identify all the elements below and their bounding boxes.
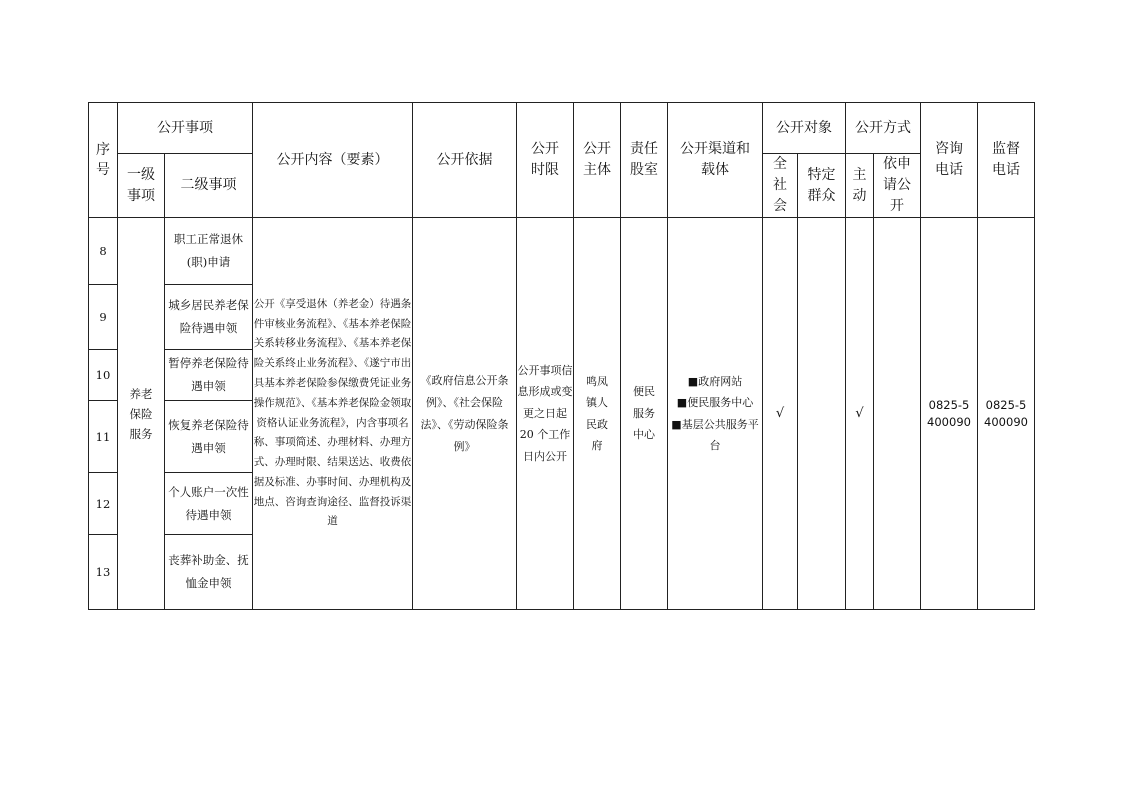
row-seq: 12 (89, 473, 118, 535)
row-seq: 13 (89, 535, 118, 610)
level2-item: 丧葬补助金、抚恤金申领 (165, 535, 253, 610)
header-method-active-label: 主动 (852, 166, 867, 204)
header-time-limit-label: 公开时限 (531, 141, 559, 178)
header-audience-all-label: 全社会 (773, 156, 787, 214)
header-method-active (846, 154, 874, 218)
header-consult-phone (921, 103, 978, 218)
header-dept (621, 103, 668, 218)
header-seq-label: 序号 (96, 142, 110, 178)
header-level2: 二级事项 (165, 154, 253, 218)
level2-item: 恢复养老保险待遇申领 (165, 401, 253, 473)
row-seq: 8 (89, 218, 118, 285)
level2-item: 城乡居民养老保险待遇申领 (165, 285, 253, 350)
audience-specific-mark (798, 218, 846, 610)
header-dept-label: 责任股室 (630, 141, 658, 178)
header-supervise-phone-label: 监督电话 (992, 141, 1020, 178)
header-method-request (874, 154, 921, 218)
header-basis: 公开依据 (413, 103, 517, 218)
header-time-limit (517, 103, 574, 218)
consult-phone-cell (921, 218, 978, 610)
consult-phone-value: 0825-5400090 (927, 397, 971, 429)
channel-item: ■政府网站 (687, 374, 743, 388)
header-method-request-label: 依申请公开 (883, 156, 911, 214)
supervise-phone-value: 0825-5400090 (984, 397, 1028, 429)
header-audience: 公开对象 (763, 103, 846, 154)
channel-item: ■便民服务中心 (676, 396, 754, 409)
header-audience-specific-label: 特定群众 (807, 166, 836, 204)
audience-all-mark: √ (763, 218, 798, 610)
disclosure-table (88, 102, 1035, 610)
channel-cell (668, 218, 763, 610)
header-audience-all (763, 154, 798, 218)
header-method: 公开方式 (846, 103, 921, 154)
subject-cell (574, 218, 621, 610)
header-audience-specific (798, 154, 846, 218)
header-level1-label: 一级事项 (127, 166, 155, 204)
method-active-mark: √ (846, 218, 874, 610)
content-cell: 公开《享受退休（养老金）待遇条件审核业务流程》、《基本养老保险关系转移业务流程》、《基本养老保险关系终止业务流程》、《遂宁市出具基本养老保险参保缴费凭证业务 操作规范》、《基本养老保险金领取资格认证业务流程》，内含事项名称、事项简述、办理材料、办理方式、办理时限、结果送达、收费依据及标准、办事时间、办理机构及地点、咨询查询途径、监督投诉渠道 (253, 218, 413, 610)
dept-label: 便民服务中心 (633, 385, 655, 442)
header-level1 (118, 154, 165, 218)
header-subject (574, 103, 621, 218)
header-seq (89, 103, 118, 218)
row-seq: 9 (89, 285, 118, 350)
level2-item: 职工正常退休(职)申请 (165, 218, 253, 285)
table-row (89, 218, 1035, 285)
level1-item (118, 218, 165, 610)
header-public-item: 公开事项 (118, 103, 253, 154)
dept-cell (621, 218, 668, 610)
time-limit-cell: 公开事项信息形成或变更之日起 20 个工作日内公开 (517, 218, 574, 610)
subject-label: 鸣凤镇人民政府 (586, 374, 608, 452)
header-consult-phone-label: 咨询电话 (935, 141, 963, 178)
method-request-mark (874, 218, 921, 610)
row-seq: 11 (89, 401, 118, 473)
channel-item: ■基层公共服务平台 (671, 417, 759, 452)
header-channel-label: 公开渠道和载体 (680, 141, 750, 178)
header-subject-label: 公开主体 (583, 141, 611, 178)
level1-item-label: 养老保险服务 (129, 386, 153, 441)
row-seq: 10 (89, 350, 118, 401)
header-channel (668, 103, 763, 218)
header-supervise-phone (978, 103, 1035, 218)
header-content: 公开内容（要素） (253, 103, 413, 218)
level2-item: 暂停养老保险待遇申领 (165, 350, 253, 401)
basis-cell: 《政府信息公开条例》、《社会保险法》、《劳动保险条例》 (413, 218, 517, 610)
level2-item: 个人账户一次性待遇申领 (165, 473, 253, 535)
supervise-phone-cell (978, 218, 1035, 610)
